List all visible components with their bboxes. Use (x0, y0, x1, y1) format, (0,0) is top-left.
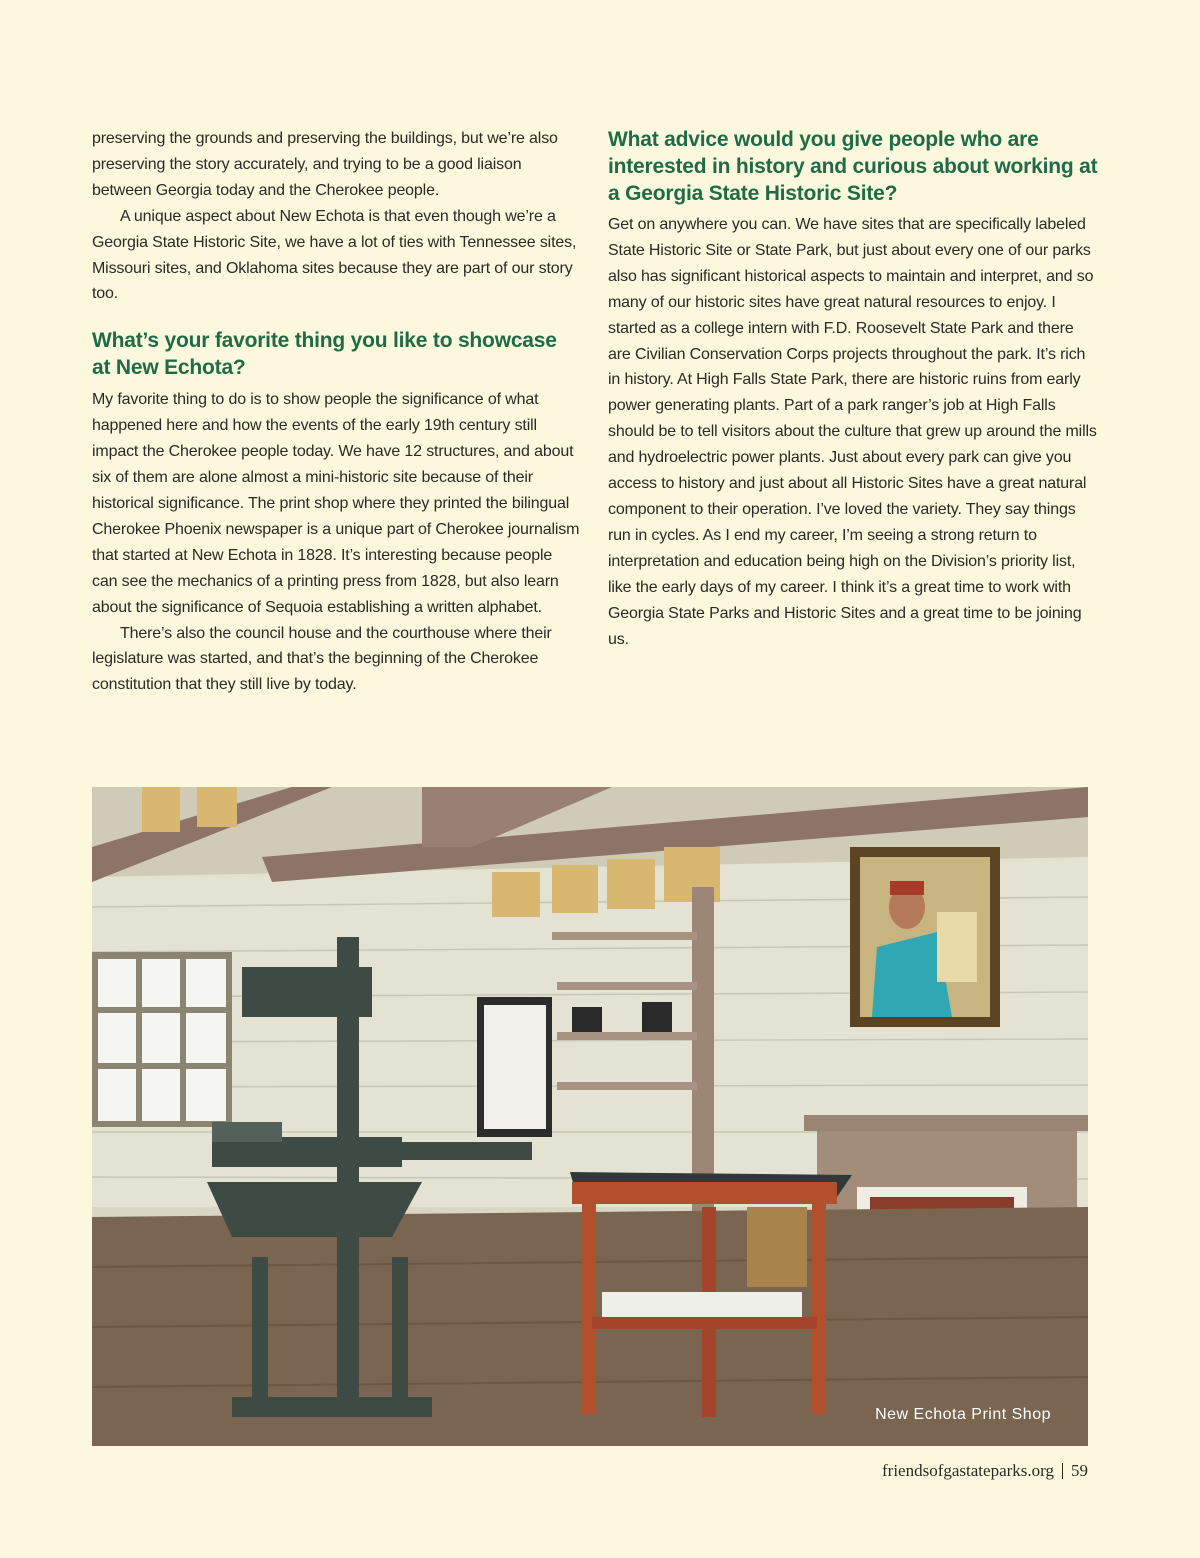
right-column (608, 126, 1100, 652)
page-number: 59 (1071, 1461, 1088, 1480)
print-shop-illustration (92, 787, 1088, 1446)
left-paragraph-1: preserving the grounds and preserving the buildings, but we’re also preserving the story accurately, and trying to be a good liaison between Georgia today and the Cherokee people. (92, 130, 558, 199)
favorite-showcase-heading: What’s your favorite thing you like to showcase at New Echota? (92, 329, 557, 380)
advice-heading: What advice would you give people who are interested in history and curious about working at a Georgia State Historic Site? (608, 128, 1098, 205)
left-paragraph-3: My favorite thing to do is to show people the significance of what happened here and how the events of the early 19th century still impact the Cherokee people today. We have 12 structures, and about six of them are alone almost a mini-historic site because of their historical significance. The print shop where they printed the bilingual Cherokee Phoenix newspaper is a unique part of Cherokee journalism that started at New Echota in 1828. It’s interesting because people can see the mechanics of a printing press from 1828, but also learn about the significance of Sequoia establishing a written alphabet. (92, 391, 580, 616)
footer-divider (1062, 1463, 1063, 1479)
right-paragraph-1: Get on anywhere you can. We have sites that are specifically labeled State Historic Site or State Park, but just about every one of our parks also has significant historical aspects to maintain and interpret, and so many of our historic sites have great natural resources to enjoy. I started as a college intern with F.D. Roosevelt State Park and there are Civilian Conservation Corps projects throughout the park. It’s rich in history. At High Falls State Park, there are historic ruins from early power generating plants. Part of a park ranger’s job at High Falls should be to tell visitors about the culture that grew up around the mills and hydroelectric power plants. Just about every park can give you access to history and just about all Historic Sites have a great natural component to their operation. I’ve loved the variety. They say things run in cycles. As I end my career, I’m seeing a strong return to interpretation and education being high on the Division’s priority list, like the early days of my career. I think it’s a great time to work with Georgia State Parks and Historic Sites and a great time to be joining us. (608, 216, 1097, 648)
photo-caption: New Echota Print Shop (875, 1406, 1051, 1423)
left-paragraph-4: There’s also the council house and the courthouse where their legislature was started, and that’s the beginning of the Cherokee constitution that they still live by today. (92, 624, 552, 694)
left-paragraph-2: A unique aspect about New Echota is that even though we’re a Georgia State Historic Site, we have a lot of ties with Tennessee sites, Missouri sites, and Oklahoma sites because they are part of our story too. (92, 207, 577, 303)
page-footer (882, 1461, 1088, 1481)
print-shop-photo (92, 787, 1088, 1446)
footer-website: friendsofgastateparks.org (882, 1461, 1054, 1480)
left-column (92, 126, 580, 698)
